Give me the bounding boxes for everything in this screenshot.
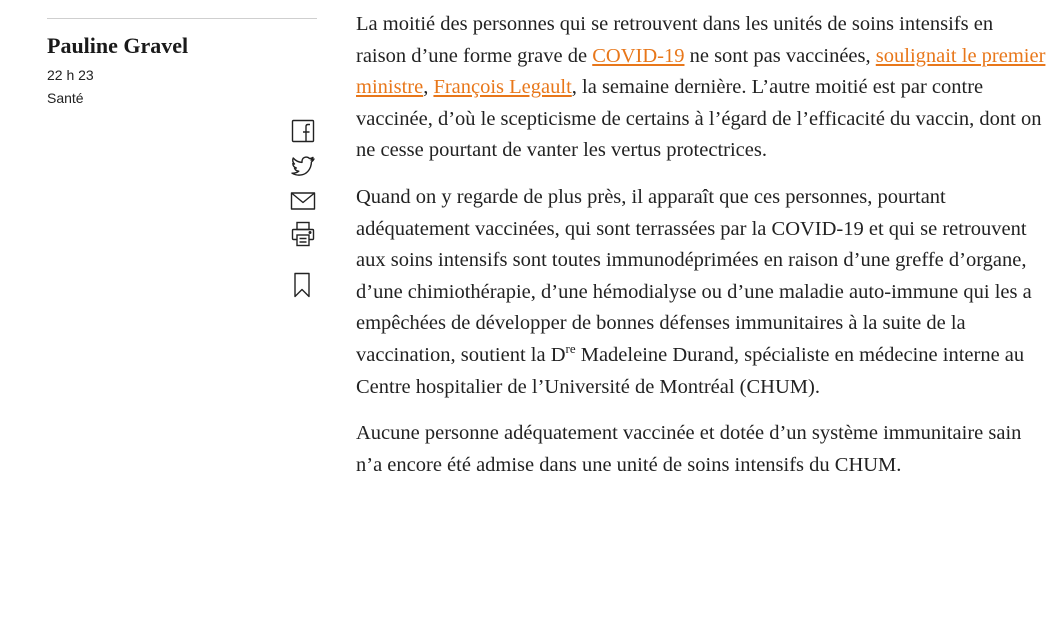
twitter-icon[interactable]: [289, 152, 317, 180]
email-icon[interactable]: [289, 187, 317, 215]
paragraph-text: ne sont pas vaccinées,: [684, 44, 876, 67]
publish-time: 22 h 23: [47, 67, 94, 83]
paragraph-text: , la semaine dernière. L’autre moitié est par contre vaccinée, d’où le scepticisme de certains à l’égard de l’efficacité du vaccin, dont on ne cesse pourtant de vanter les vertus protectrices.: [356, 76, 1042, 162]
print-icon[interactable]: [289, 220, 317, 248]
paragraph-text: ,: [423, 76, 434, 99]
article-paragraph: [356, 9, 1046, 167]
section-label[interactable]: Santé: [47, 90, 84, 106]
paragraph-text: Quand on y regarde de plus près, il apparaît que ces personnes, pourtant adéquatement vaccinées, qui sont terrassées par la COVID-19 et qui se retrouvent aux soins intensifs sont toutes immunodéprimées en raison d’une greffe d’organe, d’une chimiothérapie, d’une hémodialyse ou d’une maladie auto-immune qui les a empêchées de développer de bonnes défenses immunitaires à la suite de la vaccination, soutient la D: [356, 185, 1032, 366]
paragraph-text: La moitié des personnes qui se retrouvent dans les unités de soins intensifs en raison d’une forme grave de: [356, 13, 994, 67]
facebook-icon[interactable]: [289, 117, 317, 145]
covid-19-link[interactable]: COVID-19: [592, 44, 685, 67]
paragraph-text: Madeleine Durand, spécialiste en médecine interne au Centre hospitalier de l’Université de Montréal (CHUM).: [356, 343, 1025, 398]
premier-ministre-link[interactable]: soulignait le premier ministre: [356, 44, 1046, 99]
bookmark-icon[interactable]: [289, 271, 317, 299]
title-superscript: re: [565, 340, 576, 356]
author-name[interactable]: Pauline Gravel: [47, 33, 189, 58]
article-body: [356, 9, 1046, 496]
article-paragraph: Aucune personne adéquatement vaccinée et dotée d’un système immunitaire sain n’a encore été admise dans une unité de soins intensifs du CHUM.: [356, 422, 1022, 476]
francois-legault-link[interactable]: François Legault: [433, 76, 572, 99]
byline-divider: [47, 18, 317, 19]
article-paragraph: [356, 182, 1046, 403]
